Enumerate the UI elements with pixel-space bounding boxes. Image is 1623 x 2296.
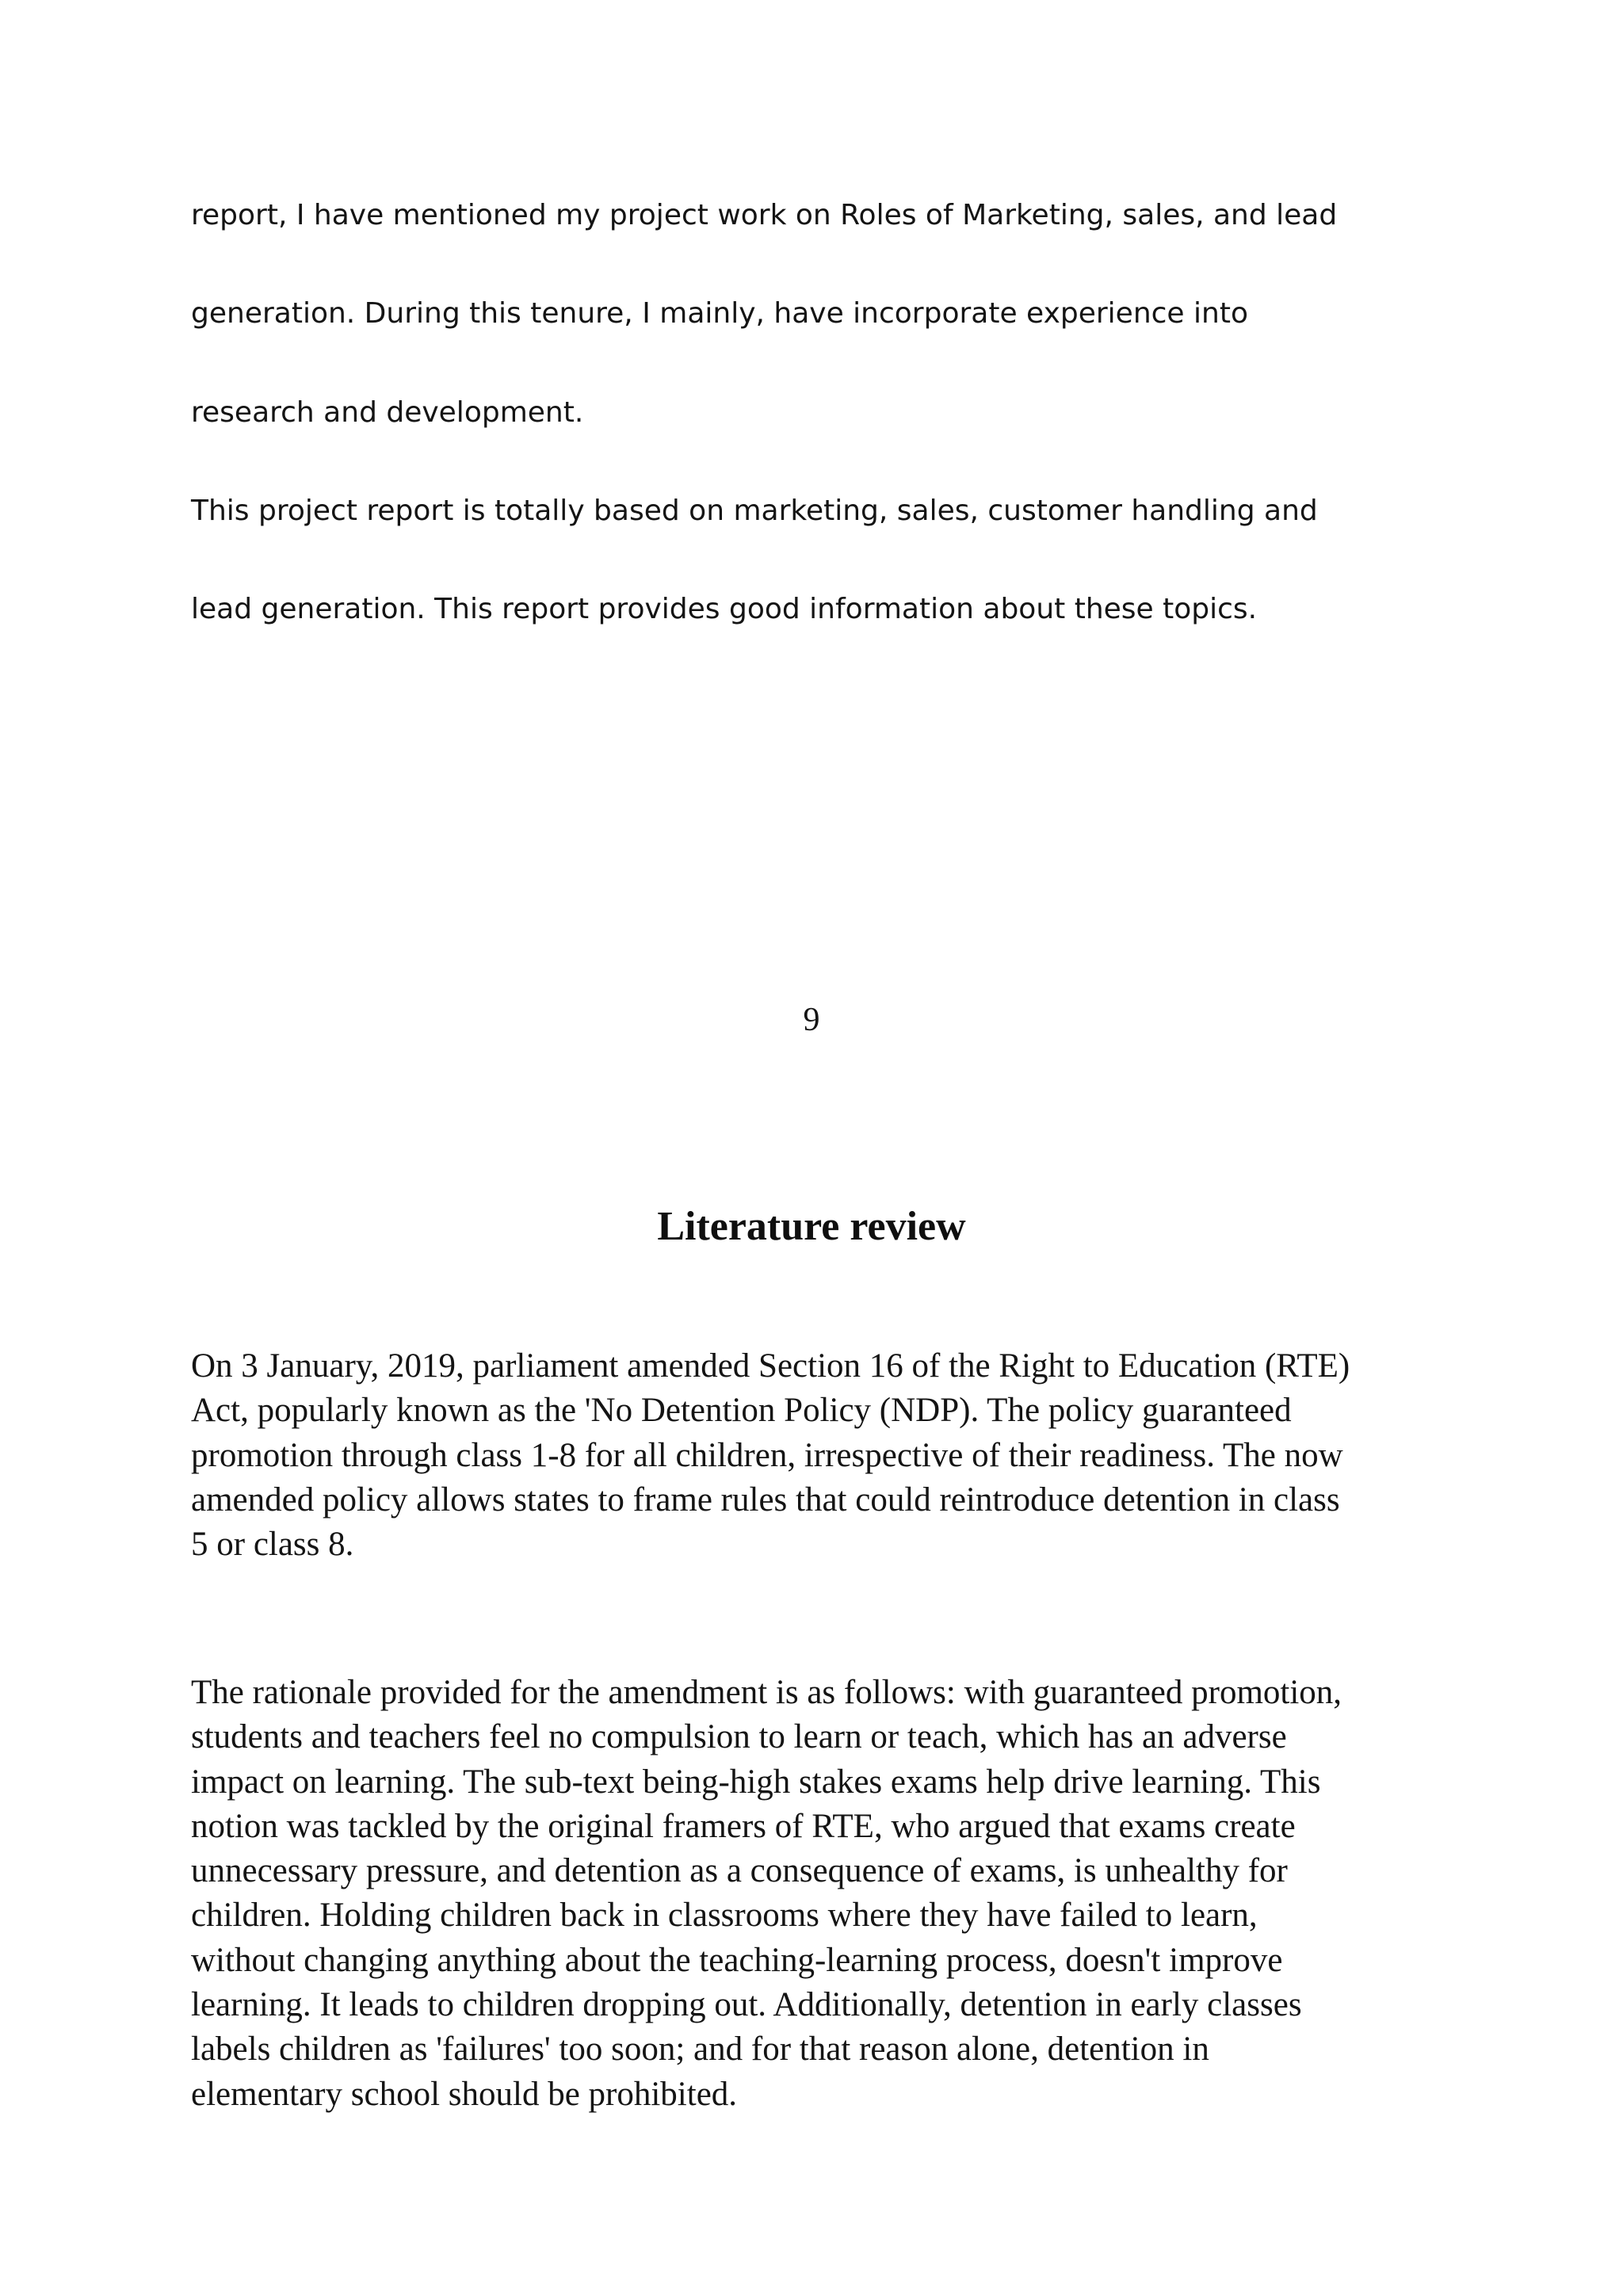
intro-line-1: report, I have mentioned my project work on Roles of Marketing, sales, and lead	[191, 199, 1338, 231]
paragraph-2-line: without changing anything about the teaching-learning process, doesn't improve	[191, 1941, 1283, 1979]
paragraph-2-line: impact on learning. The sub-text being-high stakes exams help drive learning. This	[191, 1763, 1321, 1801]
intro-line-2: generation. During this tenure, I mainly, have incorporate experience into	[191, 297, 1248, 330]
paragraph-2-line: students and teachers feel no compulsion to learn or teach, which has an adverse	[191, 1718, 1287, 1756]
paragraph-2-line: notion was tackled by the original framers of RTE, who argued that exams create	[191, 1807, 1296, 1845]
intro-line-3: research and development.	[191, 396, 584, 429]
paragraph-1-line: promotion through class 1-8 for all children, irrespective of their readiness. The now	[191, 1436, 1343, 1474]
paragraph-2-line: The rationale provided for the amendment is as follows: with guaranteed promotion,	[191, 1674, 1342, 1711]
paragraph-1-line: On 3 January, 2019, parliament amended Section 16 of the Right to Education (RTE)	[191, 1347, 1350, 1385]
literature-paragraph-1	[191, 1344, 1427, 1567]
section-heading: Literature review	[657, 1204, 966, 1249]
paragraph-2-line: children. Holding children back in classrooms where they have failed to learn,	[191, 1897, 1258, 1935]
paragraph-2-line: elementary school should be prohibited.	[191, 2075, 738, 2113]
paragraph-2-line: labels children as 'failures' too soon; and for that reason alone, detention in	[191, 2030, 1209, 2069]
intro-line-4: This project report is totally based on marketing, sales, customer handling and	[191, 495, 1318, 527]
intro-line-5: lead generation. This report provides good information about these topics.	[191, 593, 1258, 625]
paragraph-2-line: learning. It leads to children dropping out. Additionally, detention in early classes	[191, 1986, 1302, 2024]
paragraph-1-line: amended policy allows states to frame rules that could reintroduce detention in class	[191, 1480, 1340, 1519]
paragraph-1-line: 5 or class 8.	[191, 1526, 354, 1564]
page-number: 9	[803, 1002, 820, 1038]
literature-paragraph-2	[191, 1671, 1427, 2117]
paragraph-1-line: Act, popularly known as the 'No Detention Policy (NDP). The policy guaranteed	[191, 1392, 1292, 1430]
paragraph-2-line: unnecessary pressure, and detention as a consequence of exams, is unhealthy for	[191, 1852, 1288, 1890]
